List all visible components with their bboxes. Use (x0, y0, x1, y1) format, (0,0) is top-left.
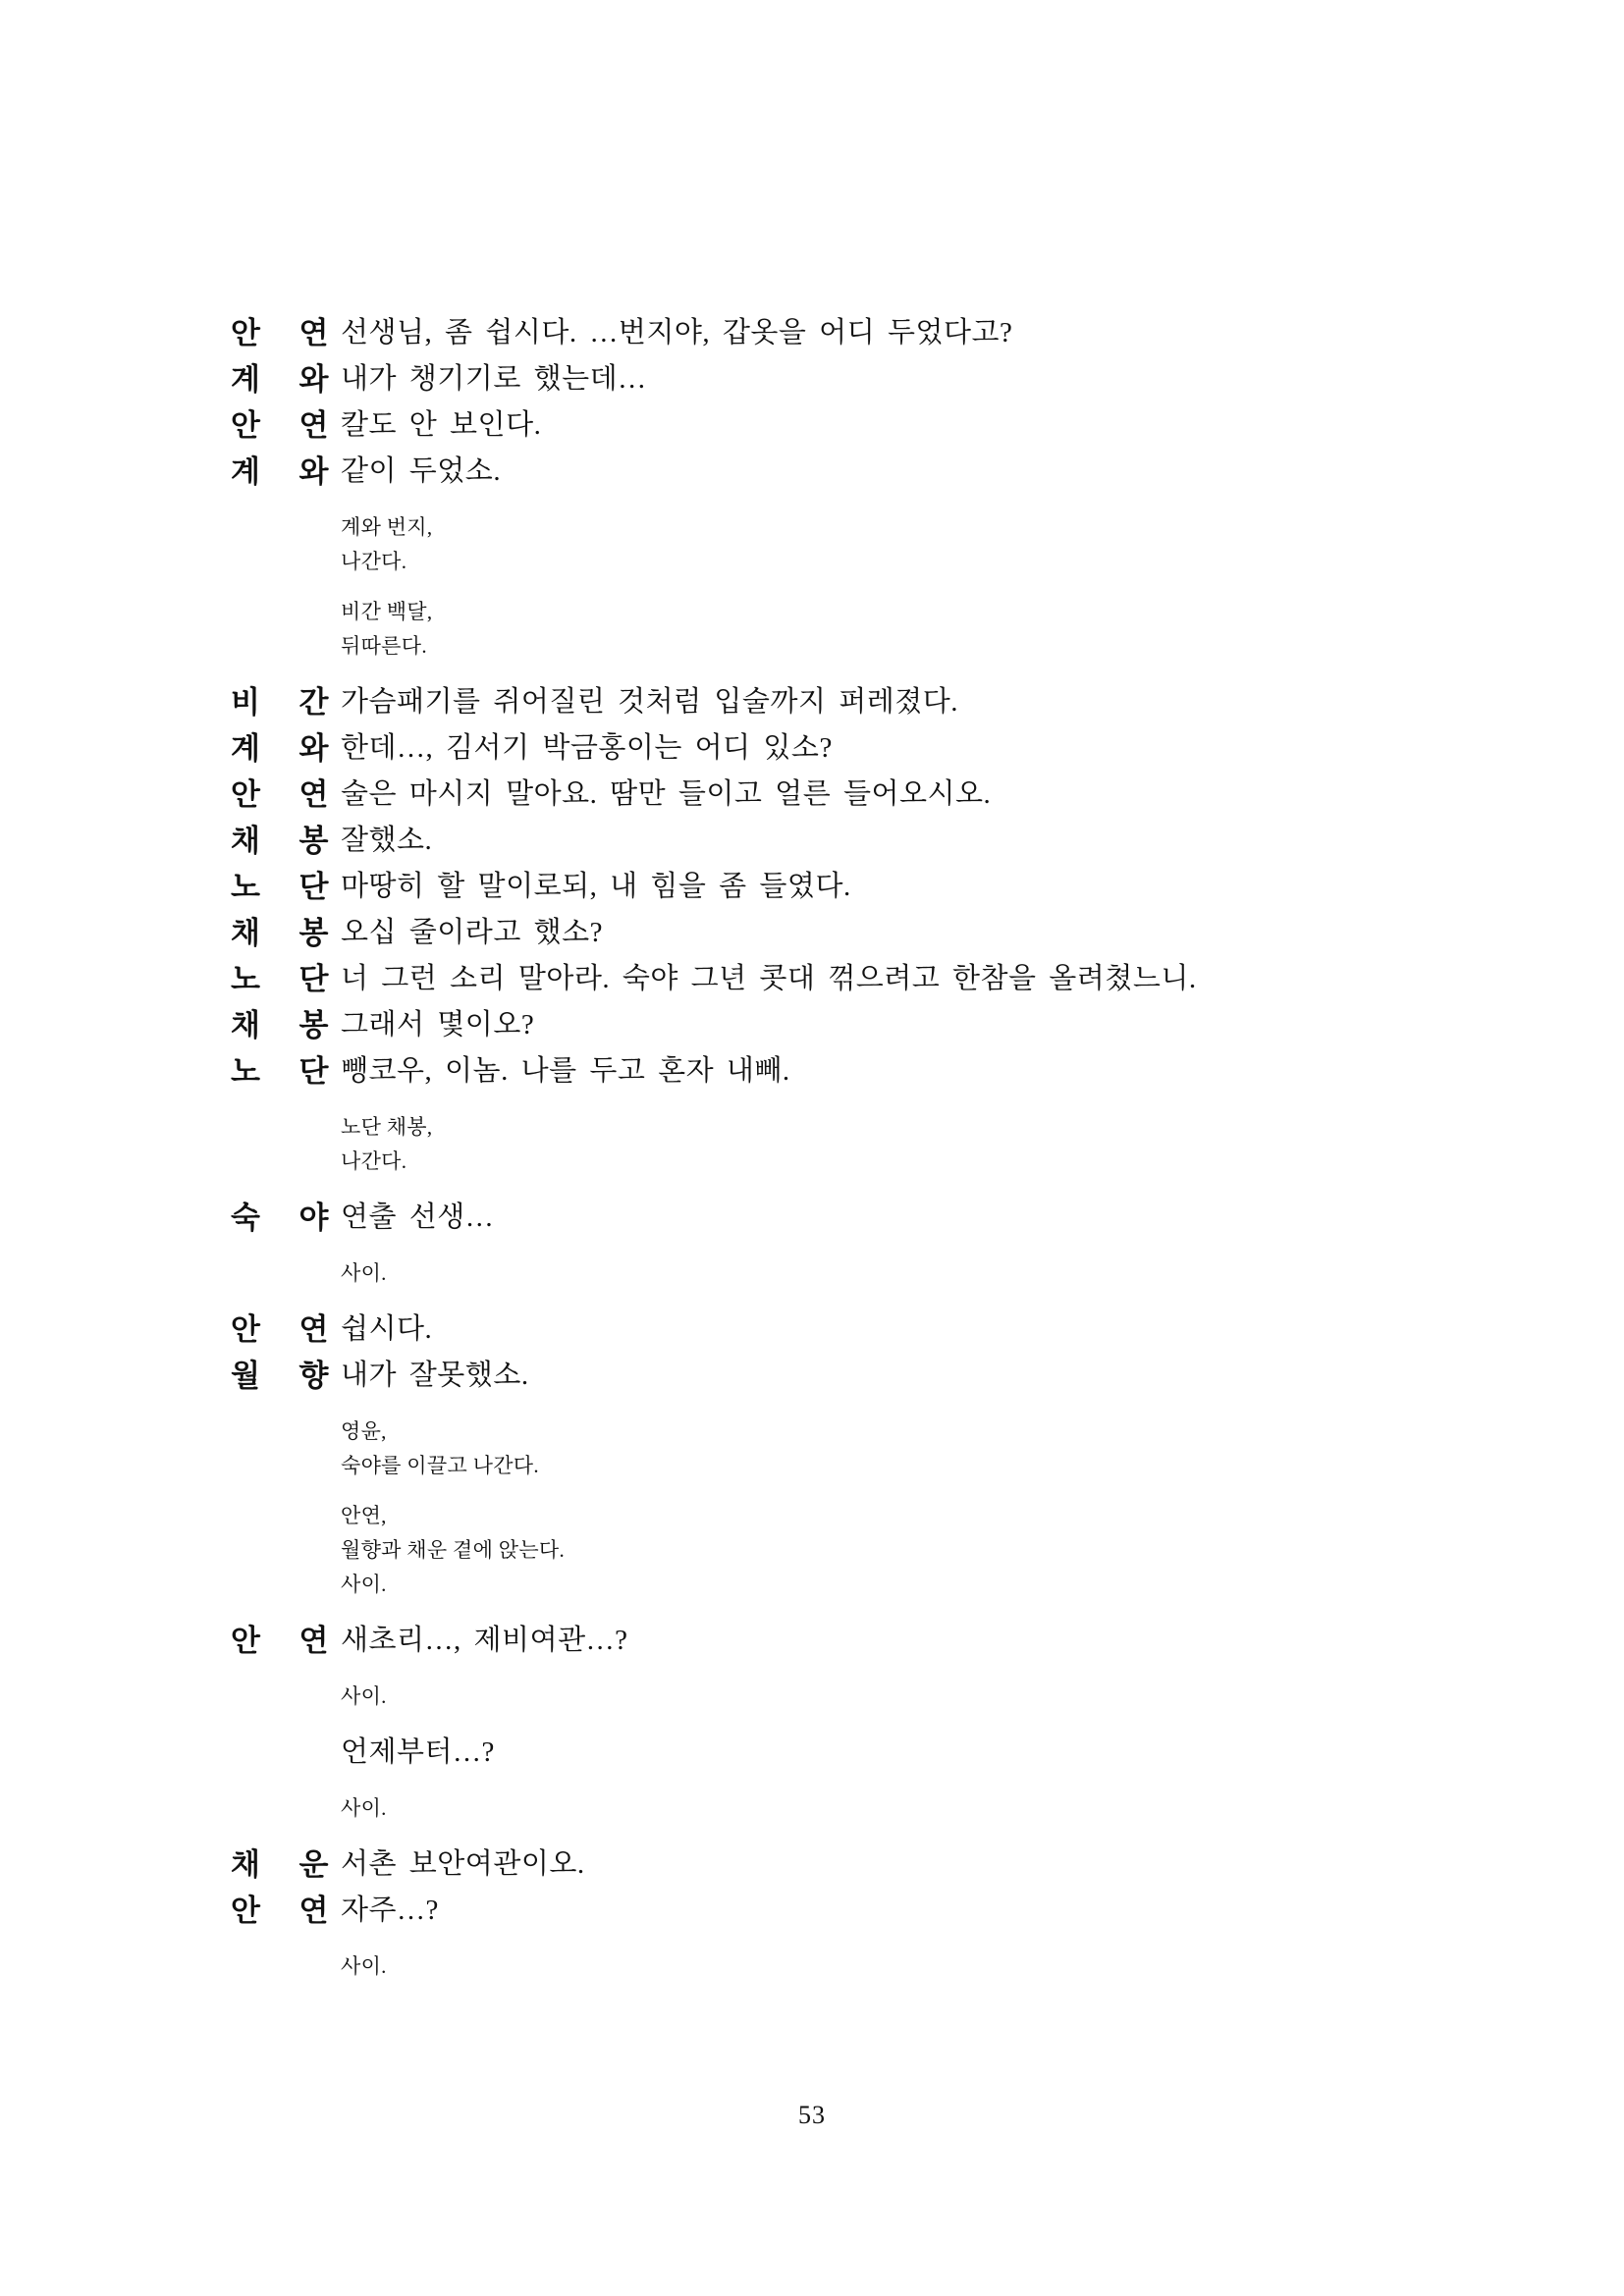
dialogue-line (231, 864, 1409, 910)
speaker-name-char: 채 (231, 1847, 261, 1882)
speaker-name-char: 와 (298, 362, 329, 397)
speaker-name (231, 1195, 329, 1241)
stage-direction (231, 1680, 1409, 1714)
dialogue-line (231, 310, 1409, 356)
speaker-name-char: 계 (231, 454, 261, 489)
speaker-name (231, 1888, 329, 1934)
stage-text (341, 1791, 387, 1826)
dialogue-line (231, 1618, 1409, 1664)
stage-text-line: 안연, (341, 1504, 387, 1527)
stage-text-line: 영윤, (341, 1419, 387, 1443)
speaker-name-char: 연 (298, 1894, 329, 1928)
speaker-name-char: 노 (231, 1054, 261, 1089)
stage-direction (231, 510, 1409, 579)
stage-direction (231, 1256, 1409, 1291)
speaker-name-char: 채 (231, 824, 261, 858)
speaker-name-char: 노 (231, 962, 261, 996)
speaker-name-char: 노 (231, 870, 261, 904)
dialogue-line (231, 1353, 1409, 1399)
speaker-name (231, 725, 329, 772)
speaker-name (231, 1002, 329, 1048)
speaker-name-char: 봉 (298, 824, 329, 858)
dialogue-line (231, 910, 1409, 956)
dialogue-text: 오십 줄이라고 했소? (341, 917, 603, 948)
stage-text-line: 사이. (341, 1684, 387, 1708)
dialogue-line (231, 956, 1409, 1002)
dialogue-line (231, 818, 1409, 864)
speaker-name-char: 월 (231, 1359, 261, 1393)
dialogue-text: 내가 챙기기로 했는데… (341, 363, 647, 395)
speaker-name-char: 연 (298, 1312, 329, 1347)
speaker-name-char: 와 (298, 731, 329, 766)
speaker-name-char: 계 (231, 731, 261, 766)
speaker-name (231, 402, 329, 449)
dialogue-line (231, 1048, 1409, 1095)
stage-text-line: 사이. (341, 1573, 387, 1596)
stage-text-line: 비간 백달, (341, 600, 433, 623)
speaker-name-char: 운 (298, 1847, 329, 1882)
dialogue-line (231, 1842, 1409, 1888)
speaker-name-char: 계 (231, 362, 261, 397)
speaker-name-char: 연 (298, 316, 329, 350)
speaker-name (231, 679, 329, 725)
speaker-name-char: 봉 (298, 1008, 329, 1042)
speaker-name (231, 1842, 329, 1888)
speaker-name-char: 야 (298, 1201, 329, 1235)
stage-text-line: 사이. (341, 1261, 387, 1285)
speaker-name-char: 숙 (231, 1201, 261, 1235)
dialogue-text: 내가 잘못했소. (341, 1360, 529, 1391)
stage-text-line: 사이. (341, 1796, 387, 1820)
speaker-name-char: 안 (231, 777, 261, 812)
speaker-name-char: 안 (231, 316, 261, 350)
speaker-name (231, 1048, 329, 1095)
speaker-name (231, 1307, 329, 1353)
speaker-name (231, 310, 329, 356)
page-number: 53 (798, 2101, 826, 2129)
dialogue-text: 가슴패기를 쥐어질린 것처럼 입술까지 퍼레졌다. (341, 686, 959, 718)
dialogue-line (231, 1002, 1409, 1048)
stage-text (341, 1949, 387, 1984)
dialogue-text: 마땅히 할 말이로되, 내 힘을 좀 들였다. (341, 871, 851, 902)
speaker-name-char: 와 (298, 454, 329, 489)
dialogue-line (231, 449, 1409, 495)
speaker-name-char: 안 (231, 1312, 261, 1347)
dialogue-text: 술은 마시지 말아요. 땀만 들이고 얼른 들어오시오. (341, 778, 992, 810)
dialogue-text: 한데…, 김서기 박금홍이는 어디 있소? (341, 732, 833, 764)
dialogue-line (231, 1195, 1409, 1241)
stage-text-line: 계와 번지, (341, 515, 433, 539)
stage-text-line: 노단 채봉, (341, 1115, 433, 1139)
stage-text (341, 595, 432, 664)
stage-text-line: 월향과 채운 곁에 앉는다. (341, 1538, 566, 1562)
speaker-name-char: 연 (298, 408, 329, 443)
speaker-name-char: 채 (231, 1008, 261, 1042)
dialogue-text: 그래서 몇이오? (341, 1009, 535, 1041)
speaker-name-char: 안 (231, 408, 261, 443)
dialogue-line (231, 772, 1409, 818)
speaker-name-char: 안 (231, 1624, 261, 1658)
dialogue-line (231, 679, 1409, 725)
dialogue-line (231, 725, 1409, 772)
stage-text-line: 뒤따른다. (341, 634, 427, 658)
speaker-name (231, 956, 329, 1002)
dialogue-text: 칼도 안 보인다. (341, 409, 542, 441)
dialogue-line (231, 1888, 1409, 1934)
speaker-name (231, 449, 329, 495)
speaker-name-char: 간 (298, 685, 329, 720)
stage-text (341, 1415, 539, 1483)
speaker-name (231, 818, 329, 864)
speaker-name-char: 채 (231, 916, 261, 950)
dialogue-text: 뺑코우, 이놈. 나를 두고 혼자 내빼. (341, 1055, 790, 1087)
speaker-name-char: 향 (298, 1359, 329, 1393)
dialogue-text: 같이 두었소. (341, 455, 502, 487)
stage-direction (231, 595, 1409, 664)
stage-text-line: 나간다. (341, 550, 407, 573)
dialogue-text: 너 그런 소리 말아라. 숙야 그년 콧대 꺾으려고 한참을 올려쳤느니. (341, 963, 1197, 994)
dialogue-text: 자주…? (341, 1895, 439, 1926)
dialogue-line (231, 356, 1409, 402)
speaker-name-char: 연 (298, 777, 329, 812)
speaker-name (231, 772, 329, 818)
dialogue-text: 새초리…, 제비여관…? (341, 1625, 628, 1656)
script-body (231, 310, 1409, 2000)
speaker-name-char: 비 (231, 685, 261, 720)
stage-direction (231, 1791, 1409, 1826)
dialogue-text: 서촌 보안여관이오. (341, 1848, 585, 1880)
dialogue-text: 쉽시다. (341, 1313, 433, 1345)
dialogue-line (231, 402, 1409, 449)
stage-text (341, 1110, 432, 1179)
stage-text (341, 1499, 565, 1602)
stage-direction (231, 1949, 1409, 1984)
speaker-name (231, 356, 329, 402)
continuation-text: 언제부터…? (341, 1736, 495, 1768)
dialogue-text: 연출 선생… (341, 1201, 495, 1233)
stage-text-line: 사이. (341, 1954, 387, 1978)
speaker-name-char: 단 (298, 1054, 329, 1089)
stage-direction (231, 1499, 1409, 1602)
speaker-name (231, 1618, 329, 1664)
speaker-name-char: 단 (298, 962, 329, 996)
stage-text-line: 나간다. (341, 1149, 407, 1173)
dialogue-line (231, 1307, 1409, 1353)
speaker-name (231, 864, 329, 910)
stage-direction (231, 1110, 1409, 1179)
speaker-name-char: 안 (231, 1894, 261, 1928)
stage-text-line: 숙야를 이끌고 나간다. (341, 1454, 539, 1477)
stage-text (341, 1256, 387, 1291)
stage-text (341, 510, 432, 579)
speaker-name (231, 910, 329, 956)
dialogue-text: 잘했소. (341, 825, 433, 856)
dialogue-text: 선생님, 좀 쉽시다. …번지야, 갑옷을 어디 두었다고? (341, 317, 1013, 348)
speaker-name-char: 단 (298, 870, 329, 904)
stage-text (341, 1680, 387, 1714)
dialogue-continuation (231, 1730, 1409, 1776)
stage-direction (231, 1415, 1409, 1483)
speaker-name-char: 연 (298, 1624, 329, 1658)
speaker-name-char: 봉 (298, 916, 329, 950)
speaker-name (231, 1353, 329, 1399)
